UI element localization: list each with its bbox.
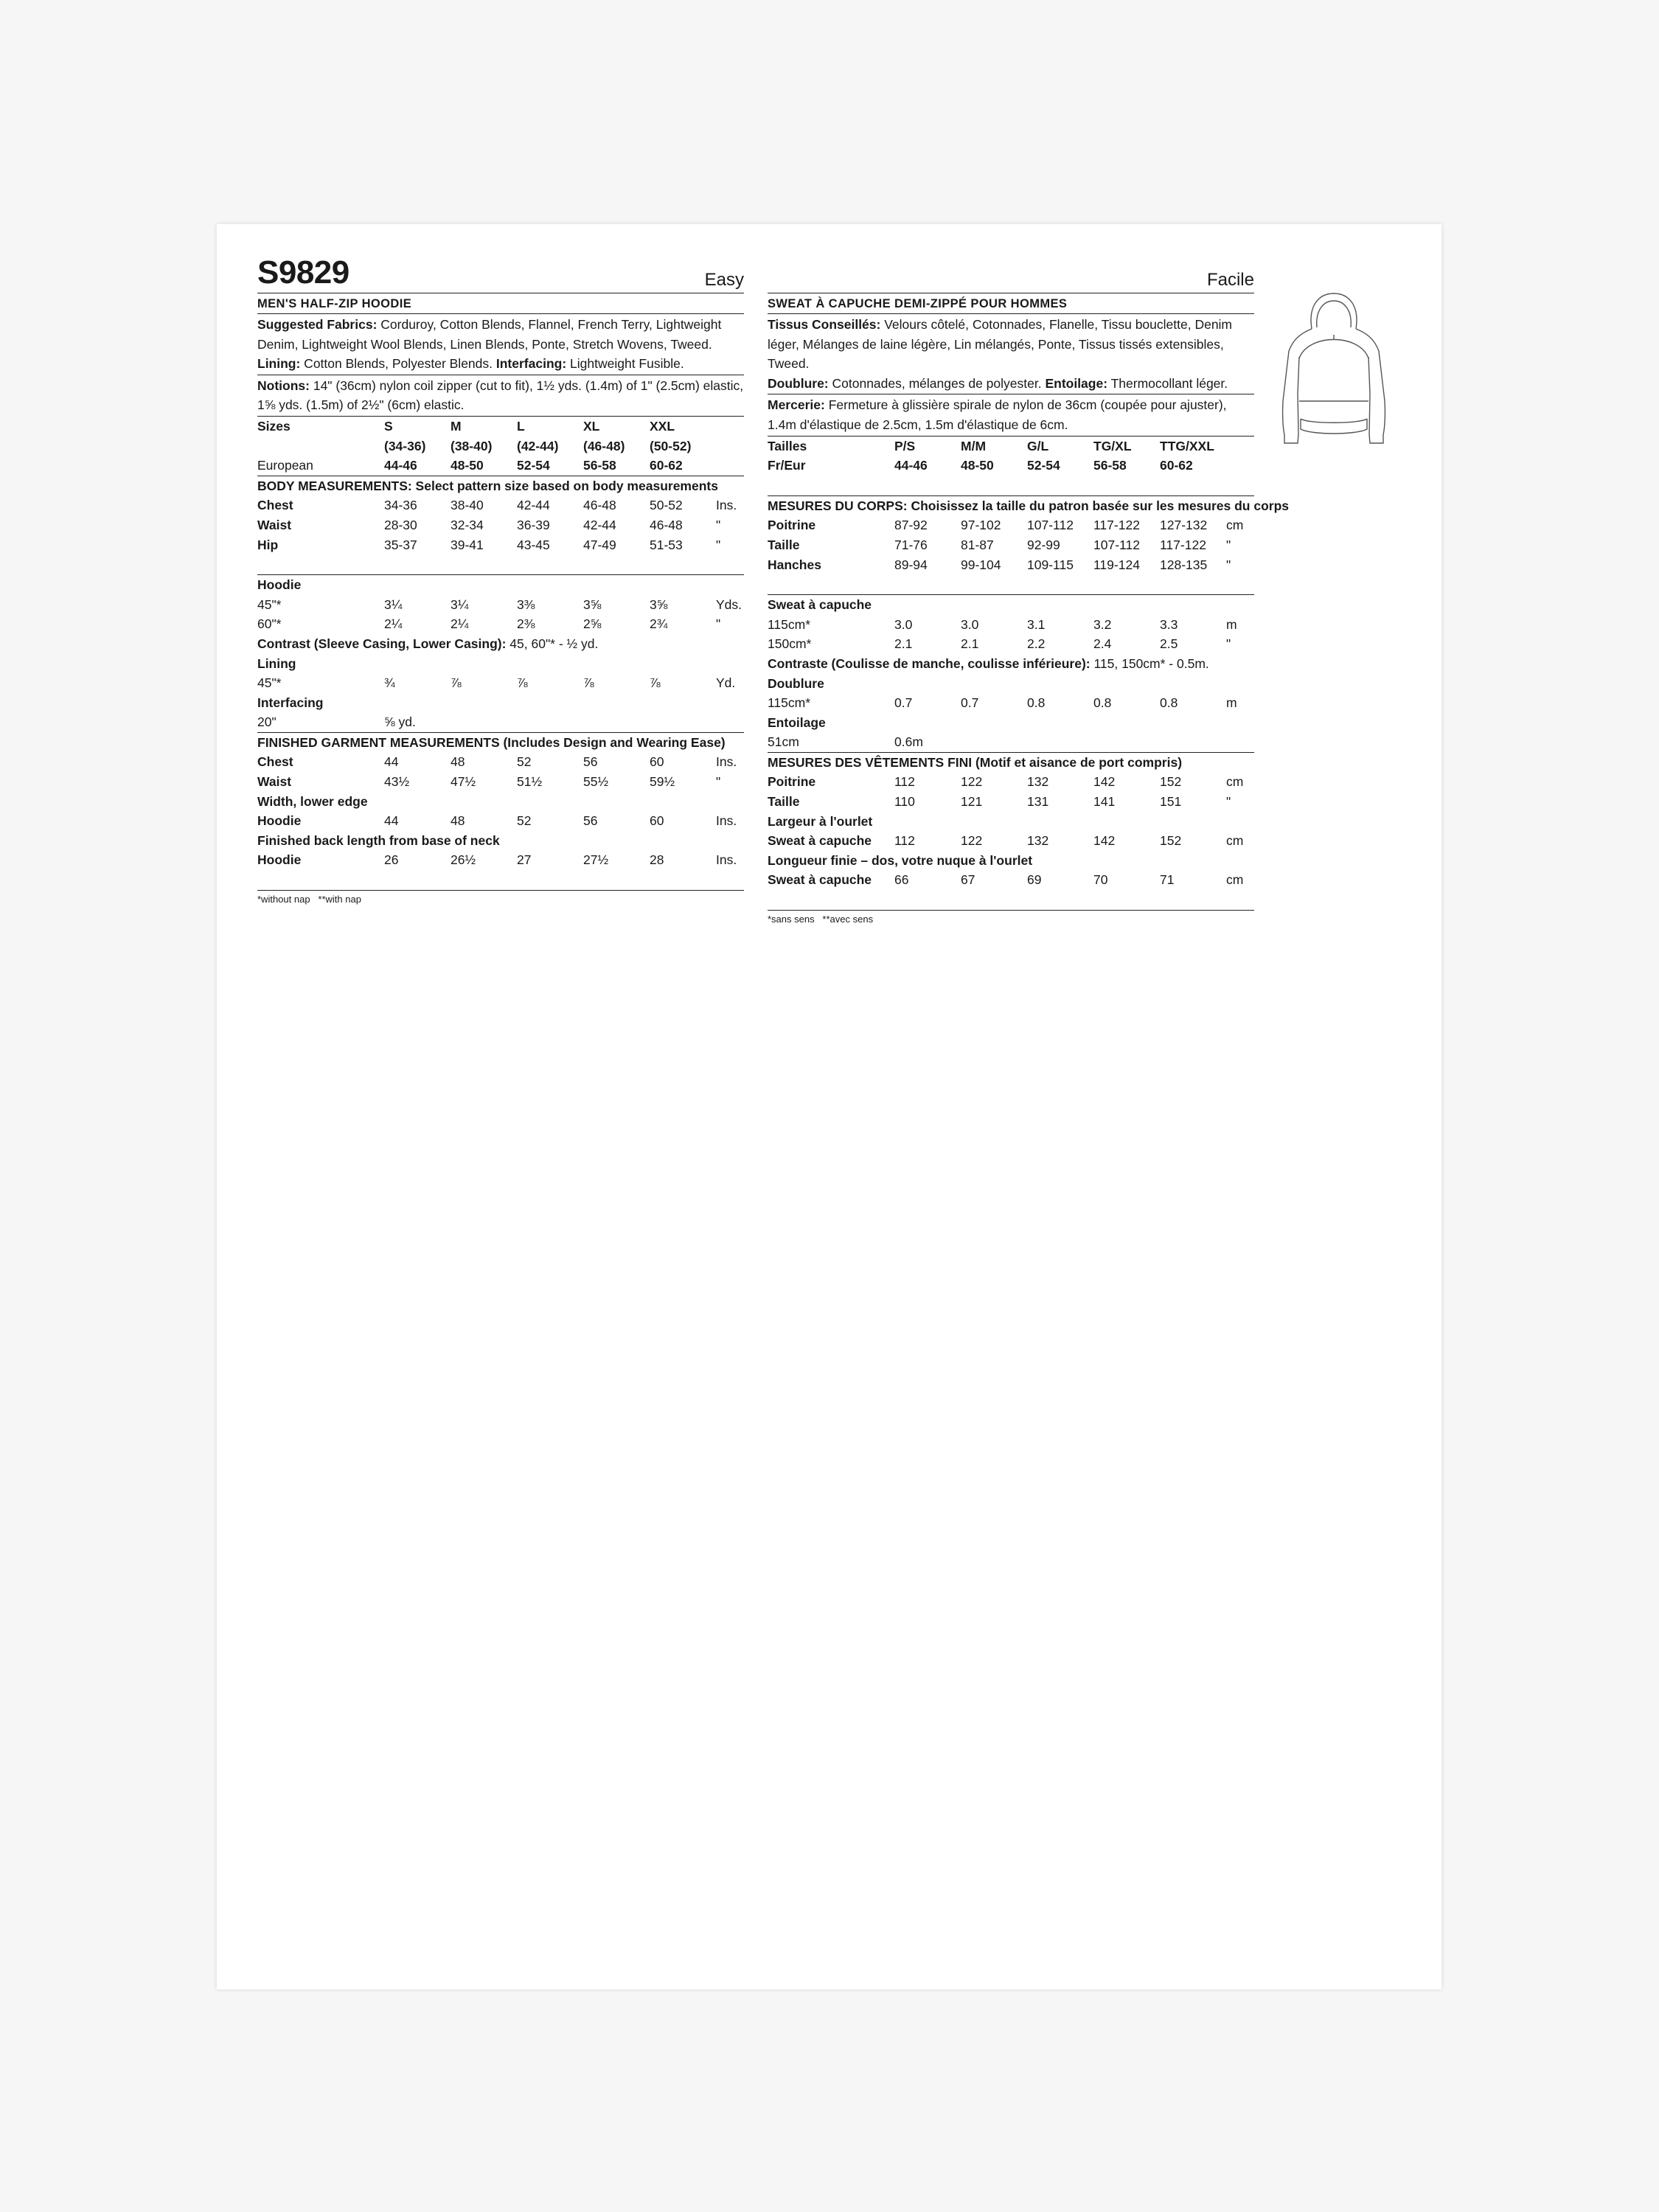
lining-label: Lining:: [257, 356, 301, 372]
cell: 112: [894, 833, 915, 849]
cell: ⅞: [650, 675, 661, 691]
unit: m: [1226, 616, 1237, 632]
length-label: Finished back length from base of neck: [257, 832, 500, 848]
unit: Ins.: [716, 813, 737, 829]
sizes-us-row: [257, 437, 744, 456]
cell: 67: [961, 872, 975, 888]
header: [768, 257, 1254, 293]
lining-text: Cotonnades, mélanges de polyester.: [828, 375, 1046, 391]
sizes-label: Tailles: [768, 438, 807, 453]
english-column: [257, 254, 744, 905]
cell: 151: [1160, 794, 1182, 810]
notions-text: 14" (36cm) nylon coil zipper (cut to fit), 1½ yds. (1.4m) of 1" (2.5cm) elastic, 1⅝ yds. (1.5m) of 2½" (6cm) elastic.: [257, 378, 744, 413]
row-label: Chest: [257, 498, 293, 513]
row-label: Taille: [768, 794, 800, 810]
cell: 122: [961, 774, 983, 790]
empty-cell: [257, 437, 384, 456]
table-row: [257, 535, 744, 555]
notions-section: [768, 394, 1254, 436]
size-cell: M: [451, 418, 462, 434]
unit: Ins.: [716, 498, 737, 513]
cell: 3⅝: [650, 597, 668, 612]
notions-label: Mercerie:: [768, 397, 825, 413]
cell: 107-112: [1027, 518, 1074, 533]
size-cell: XXL: [650, 418, 675, 434]
length-label: Longueur finie – dos, votre nuque à l'ourlet: [768, 852, 1033, 868]
cell: 27: [517, 852, 532, 868]
cell: 55½: [583, 774, 609, 790]
size-cell: 60-62: [650, 458, 683, 473]
contrast-label: Contraste (Coulisse de manche, coulisse inférieure):: [768, 655, 1091, 671]
notions-section: [257, 375, 744, 417]
cell: 2.1: [961, 636, 979, 652]
spacer: [768, 574, 1254, 594]
interfacing-label: Interfacing: [257, 695, 324, 710]
cell: ¾: [384, 675, 395, 691]
unit: ": [1226, 537, 1231, 552]
size-cell: (42-44): [517, 438, 559, 453]
european-label: European: [257, 458, 313, 473]
cell: 99-104: [961, 557, 1001, 572]
cell: 112: [894, 774, 915, 790]
difficulty-level: Facile: [1206, 270, 1254, 290]
table-row: [768, 515, 1254, 535]
table-row: [257, 712, 744, 732]
size-cell: L: [517, 418, 525, 434]
row-label: 60"*: [257, 616, 282, 632]
cell: 117-122: [1160, 537, 1206, 552]
cell: 3.3: [1160, 616, 1178, 632]
cell: 2.5: [1160, 636, 1178, 652]
size-cell: 56-58: [583, 458, 616, 473]
cell: 3¼: [451, 597, 469, 612]
unit: ": [716, 774, 721, 790]
size-cell: XL: [583, 418, 600, 434]
cell: 2¼: [451, 616, 469, 632]
cell: 97-102: [961, 518, 1001, 533]
unit: Yd.: [716, 675, 736, 691]
size-cell: 44-46: [894, 458, 928, 473]
pattern-title: SWEAT À CAPUCHE DEMI-ZIPPÉ POUR HOMMES: [768, 293, 1254, 314]
interfacing-text: Lightweight Fusible.: [566, 356, 684, 372]
contrast-label: Contrast (Sleeve Casing, Lower Casing):: [257, 636, 507, 651]
row-label: Taille: [768, 537, 800, 552]
cell: 152: [1160, 774, 1182, 790]
cell: 3.0: [961, 616, 979, 632]
yardage-section: [257, 575, 744, 733]
cell: 51-53: [650, 537, 683, 552]
table-row: [768, 831, 1254, 851]
size-cell: TTG/XXL: [1160, 438, 1214, 453]
cell: 26½: [451, 852, 476, 868]
lining-text: Cotton Blends, Polyester Blends.: [300, 356, 496, 372]
cell: 110: [894, 794, 915, 810]
european-row: [257, 456, 744, 476]
lining-label: Doublure:: [768, 375, 829, 391]
cell: 69: [1027, 872, 1042, 888]
difficulty-level: Easy: [704, 270, 744, 290]
cell: 44: [384, 754, 399, 770]
sizes-label: Sizes: [257, 418, 291, 434]
size-cell: 44-46: [384, 458, 417, 473]
unit: ": [716, 517, 721, 532]
cell: 38-40: [451, 498, 484, 513]
table-row: [257, 772, 744, 792]
fabrics-section: [257, 314, 744, 375]
cell: 117-122: [1093, 518, 1140, 533]
cell: ⅞: [517, 675, 528, 691]
row-label: 45"*: [257, 675, 282, 691]
contrast-row: [257, 634, 744, 654]
table-row: [768, 772, 1254, 792]
cell: 48: [451, 813, 465, 829]
table-row: [768, 792, 1254, 812]
cell: 39-41: [451, 537, 484, 552]
finished-heading: FINISHED GARMENT MEASUREMENTS (Includes Design and Wearing Ease): [257, 734, 726, 750]
cell: 56: [583, 754, 598, 770]
cell: 89-94: [894, 557, 928, 572]
cell: 132: [1027, 833, 1049, 849]
table-row: [257, 515, 744, 535]
sizes-row: [768, 437, 1254, 456]
row-label: Waist: [257, 774, 292, 790]
cell: 60: [650, 813, 664, 829]
row-label: Poitrine: [768, 518, 816, 533]
cell: 2.4: [1093, 636, 1112, 652]
table-row: [768, 870, 1254, 890]
row-label: 150cm*: [768, 636, 812, 652]
cell: 52: [517, 754, 532, 770]
cell: 3⅜: [517, 597, 535, 612]
cell: 32-34: [451, 517, 484, 532]
row-label: Hoodie: [257, 852, 302, 868]
unit: ": [1226, 794, 1231, 810]
cell: 107-112: [1093, 537, 1140, 552]
body-heading: BODY MEASUREMENTS: Select pattern size based on body measurements: [257, 478, 718, 493]
table-row: [257, 752, 744, 772]
table-row: [257, 614, 744, 634]
row-label: 51cm: [768, 734, 799, 750]
unit: ": [1226, 557, 1231, 572]
cell: 0.8: [1160, 695, 1178, 711]
fabrics-label: Tissus Conseillés:: [768, 317, 881, 332]
table-row: [768, 634, 1254, 654]
cell: 2¼: [384, 616, 403, 632]
cell: 46-48: [650, 517, 683, 532]
pattern-number: S9829: [257, 254, 349, 291]
finished-measurements: [768, 753, 1254, 911]
cell: 87-92: [894, 518, 928, 533]
cell: 36-39: [517, 517, 550, 532]
body-measurements: [768, 496, 1290, 595]
pattern-title: MEN'S HALF-ZIP HOODIE: [257, 293, 744, 314]
contrast-text: 45, 60"* - ½ yd.: [506, 636, 599, 651]
freur-label: Fr/Eur: [768, 458, 806, 473]
cell: 48: [451, 754, 465, 770]
contrast-row: [768, 654, 1254, 674]
fabrics-section: [768, 314, 1254, 394]
cell: 2¾: [650, 616, 668, 632]
cell: 50-52: [650, 498, 683, 513]
spacer: [257, 554, 744, 574]
cell: 142: [1093, 833, 1116, 849]
cell: 119-124: [1093, 557, 1140, 572]
table-row: [257, 595, 744, 615]
cell: 122: [961, 833, 983, 849]
contrast-text: 115, 150cm* - 0.5m.: [1090, 655, 1209, 671]
cell: 59½: [650, 774, 675, 790]
size-cell: 52-54: [517, 458, 550, 473]
row-label: 115cm*: [768, 695, 811, 711]
cell: 3¼: [384, 597, 403, 612]
table-row: [768, 732, 1254, 752]
unit: ": [1226, 636, 1231, 652]
cell: 92-99: [1027, 537, 1060, 552]
cell: 66: [894, 872, 909, 888]
pattern-envelope-back: [217, 224, 1441, 1989]
interfacing-label: Entoilage: [768, 714, 826, 730]
cell: 0.6m: [894, 734, 923, 750]
cell: 42-44: [583, 517, 616, 532]
hoodie-back-view-icon: [1279, 291, 1389, 449]
hoodie-label: Sweat à capuche: [768, 597, 872, 613]
unit: cm: [1226, 518, 1244, 533]
cell: 142: [1093, 774, 1116, 790]
finished-measurements: [257, 733, 744, 891]
cell: 152: [1160, 833, 1182, 849]
cell: 56: [583, 813, 598, 829]
cell: 109-115: [1027, 557, 1074, 572]
cell: 51½: [517, 774, 543, 790]
cell: 121: [961, 794, 983, 810]
size-cell: M/M: [961, 438, 987, 453]
cell: 128-135: [1160, 557, 1208, 572]
cell: 28: [650, 852, 664, 868]
size-cell: (34-36): [384, 438, 426, 453]
cell: 2⅝: [583, 616, 602, 632]
spacer: [768, 476, 1254, 495]
cell: 70: [1093, 872, 1108, 888]
row-label: Hanches: [768, 557, 821, 572]
french-column: [768, 257, 1290, 925]
size-cell: (50-52): [650, 438, 692, 453]
cell: 43-45: [517, 537, 550, 552]
cell: 2⅜: [517, 616, 535, 632]
cell: 2.2: [1027, 636, 1046, 652]
finished-heading: MESURES DES VÊTEMENTS FINI (Motif et aisance de port compris): [768, 754, 1183, 770]
cell: 0.8: [1027, 695, 1046, 711]
size-cell: TG/XL: [1093, 438, 1132, 453]
size-cell: G/L: [1027, 438, 1049, 453]
unit: Yds.: [716, 597, 742, 612]
cell: 60: [650, 754, 664, 770]
interfacing-label: Interfacing:: [495, 356, 567, 372]
size-cell: P/S: [894, 438, 916, 453]
sizes-table: [257, 417, 744, 476]
unit: cm: [1226, 872, 1244, 888]
cell: 141: [1093, 794, 1116, 810]
unit: m: [1226, 695, 1237, 711]
sizes-row: [257, 417, 744, 437]
row-label: Poitrine: [768, 774, 816, 790]
cell: 52: [517, 813, 532, 829]
row-label: Hoodie: [257, 813, 302, 829]
size-cell: 60-62: [1160, 458, 1193, 473]
cell: 3⅝: [583, 597, 602, 612]
size-cell: 48-50: [451, 458, 484, 473]
body-heading: MESURES DU CORPS: Choisissez la taille du patron basée sur les mesures du corps: [768, 498, 1290, 513]
table-row: [257, 811, 744, 831]
cell: 127-132: [1160, 518, 1208, 533]
cell: 28-30: [384, 517, 417, 532]
table-row: [257, 850, 744, 870]
notions-text: Fermeture à glissière spirale de nylon de 36cm (coupée pour ajuster), 1.4m d'élastique de 2.5cm, 1.5m d'élastique de 6cm.: [768, 397, 1227, 432]
size-cell: 48-50: [961, 458, 994, 473]
cell: 131: [1027, 794, 1049, 810]
unit: cm: [1226, 774, 1244, 790]
row-label: Sweat à capuche: [768, 872, 872, 888]
unit: ": [716, 616, 721, 632]
row-label: Hip: [257, 537, 279, 552]
cell: ⅝ yd.: [384, 714, 416, 730]
cell: 0.8: [1093, 695, 1112, 711]
table-row: [257, 495, 744, 515]
cell: 2.1: [894, 636, 913, 652]
size-cell: (46-48): [583, 438, 625, 453]
spacer: [257, 870, 744, 890]
row-label: Sweat à capuche: [768, 833, 872, 849]
cell: 0.7: [894, 695, 913, 711]
lining-label: Doublure: [768, 675, 824, 691]
body-measurements: [257, 476, 744, 575]
cell: 35-37: [384, 537, 417, 552]
fabrics-label: Suggested Fabrics:: [257, 317, 378, 332]
table-row: [768, 555, 1254, 575]
unit: Ins.: [716, 754, 737, 770]
cell: 47-49: [583, 537, 616, 552]
row-label: Waist: [257, 517, 292, 532]
cell: 43½: [384, 774, 410, 790]
cell: 47½: [451, 774, 476, 790]
row-label: 20": [257, 714, 276, 730]
table-row: [768, 693, 1254, 713]
unit: ": [716, 537, 721, 552]
cell: 3.0: [894, 616, 913, 632]
cell: ⅞: [583, 675, 594, 691]
cell: ⅞: [451, 675, 462, 691]
width-label: Width, lower edge: [257, 793, 368, 809]
spacer: [768, 890, 1254, 910]
row-label: Chest: [257, 754, 293, 770]
cell: 44: [384, 813, 399, 829]
footnote: *sans sens **avec sens: [768, 914, 874, 925]
cell: 26: [384, 852, 399, 868]
interfacing-text: Thermocollant léger.: [1107, 375, 1228, 391]
header: [257, 254, 744, 293]
table-row: [768, 615, 1254, 635]
fabrics-text: Corduroy, Cotton Blends, Flannel, French Terry, Lightweight Denim, Lightweight Wool Blends, Linen Blends, Ponte, Stretch Wovens, Tweed.: [257, 317, 722, 352]
freur-row: [768, 456, 1254, 476]
sizes-table: [768, 437, 1254, 496]
cell: 42-44: [517, 498, 550, 513]
notions-label: Notions:: [257, 378, 310, 393]
size-cell: (38-40): [451, 438, 493, 453]
cell: 71: [1160, 872, 1175, 888]
cell: 46-48: [583, 498, 616, 513]
size-cell: S: [384, 418, 393, 434]
interfacing-label: Entoilage:: [1045, 375, 1108, 391]
width-label: Largeur à l'ourlet: [768, 813, 873, 829]
row-label: 115cm*: [768, 616, 811, 632]
footnote: *without nap **with nap: [257, 894, 361, 905]
cell: 27½: [583, 852, 609, 868]
table-row: [257, 673, 744, 693]
size-cell: 56-58: [1093, 458, 1127, 473]
cell: 3.1: [1027, 616, 1046, 632]
size-cell: 52-54: [1027, 458, 1060, 473]
row-label: 45"*: [257, 597, 282, 612]
cell: 0.7: [961, 695, 979, 711]
cell: 132: [1027, 774, 1049, 790]
cell: 34-36: [384, 498, 417, 513]
unit: Ins.: [716, 852, 737, 868]
table-row: [768, 535, 1254, 555]
hoodie-label: Hoodie: [257, 577, 302, 593]
cell: 3.2: [1093, 616, 1112, 632]
unit: cm: [1226, 833, 1244, 849]
cell: 81-87: [961, 537, 994, 552]
cell: 71-76: [894, 537, 928, 552]
yardage-section: [768, 595, 1254, 753]
lining-label: Lining: [257, 655, 296, 671]
fabrics-text: Velours côtelé, Cotonnades, Flanelle, Tissu bouclette, Denim léger, Mélanges de laine légère, Lin mélangés, Ponte, Tissus tissés extensibles, Tweed.: [768, 317, 1233, 372]
